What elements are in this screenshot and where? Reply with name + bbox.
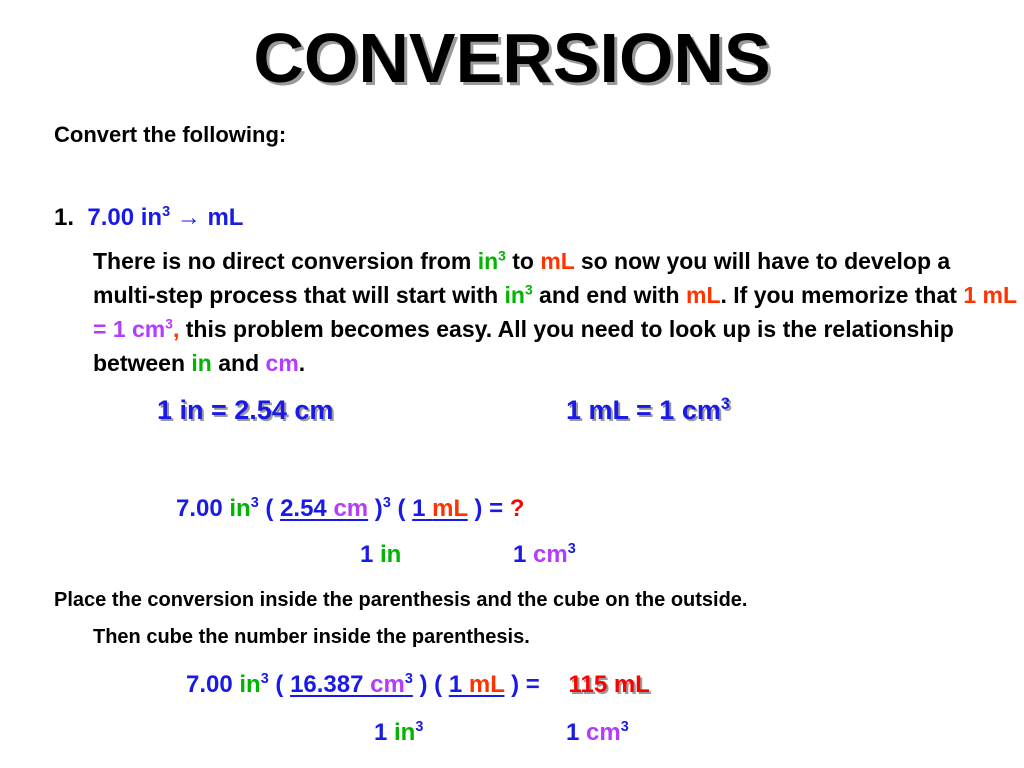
eq1-close2: ) = [467, 495, 510, 522]
eq2-denominator-2 [566, 719, 629, 747]
eq1-den1-unit: in [380, 541, 402, 568]
eq2-den1-num: 1 [374, 719, 395, 746]
problem-target: mL [207, 204, 244, 231]
intro-text: Convert the following: [54, 122, 287, 147]
eq1-den1-num: 1 [360, 541, 381, 568]
para-ml: mL [540, 248, 575, 274]
para-in3-b-exp: 3 [524, 282, 533, 298]
slide-title: CONVERSIONS [253, 19, 771, 97]
para-text-5: . If you memorize that [720, 282, 964, 308]
relation-ml-cm3 [566, 395, 730, 426]
eq1-start: 7.00 [176, 495, 230, 522]
problem-value-text: 7.00 in [87, 204, 163, 231]
eq2-close2: ) = [504, 671, 547, 698]
eq1-ml: mL [432, 495, 468, 522]
problem-number: 1. [54, 204, 75, 231]
eq2-numerator-1 [290, 671, 413, 698]
eq1-num2: 1 [412, 495, 433, 522]
eq2-ml: mL [468, 671, 505, 698]
equation-1 [176, 495, 524, 523]
eq1-open2: ( [390, 495, 413, 522]
para-one-cm-base: 1 cm [112, 316, 166, 342]
eq1-denominator-2 [513, 541, 576, 569]
eq2-den2-num: 1 [566, 719, 587, 746]
eq2-close: ) ( [412, 671, 449, 698]
problem-value [87, 204, 170, 231]
relation-right-exp: 3 [720, 395, 730, 413]
eq1-open: ( [258, 495, 281, 522]
explanation-paragraph [93, 244, 1018, 380]
para-in3-base: in [477, 248, 499, 274]
para-text-6: this problem becomes easy. All you need to look up is the relationship between [93, 316, 954, 376]
relation-in-cm: 1 in = 2.54 cm [157, 395, 334, 425]
eq2-open: ( [268, 671, 291, 698]
arrow-icon: → [176, 204, 201, 231]
para-text-7: and [211, 350, 266, 376]
eq1-question: ? [509, 495, 525, 522]
eq1-numerator-1 [280, 495, 368, 522]
eq2-numerator-2 [449, 671, 505, 698]
eq2-cm-exp: 3 [404, 671, 413, 687]
equation-2 [186, 671, 650, 699]
para-in3-b-base: in [504, 282, 525, 308]
para-cm: cm [265, 350, 299, 376]
eq2-in: in [239, 671, 261, 698]
instruction-1: Place the conversion inside the parenthesis and the cube on the outside. [54, 589, 748, 611]
eq1-in: in [229, 495, 251, 522]
para-one-cm [113, 316, 173, 342]
instruction-2: Then cube the number inside the parenthesis. [93, 626, 530, 648]
eq2-den2-exp: 3 [620, 719, 629, 735]
eq2-num1: 16.387 [290, 671, 371, 698]
para-in3-b [505, 282, 533, 308]
para-text-2: to [505, 248, 541, 274]
eq2-denominator-1 [374, 719, 423, 747]
eq1-num1: 2.54 [280, 495, 334, 522]
relation-right-base: 1 mL = 1 cm [566, 395, 721, 425]
eq2-den1-unit: in [394, 719, 416, 746]
eq2-cm: cm [370, 671, 405, 698]
problem-exp: 3 [162, 204, 171, 220]
eq2-start: 7.00 [186, 671, 240, 698]
eq2-den2-unit: cm [586, 719, 621, 746]
para-in3 [478, 248, 506, 274]
eq1-numerator-2 [412, 495, 468, 522]
eq1-denominator-1 [360, 541, 401, 569]
eq1-outer-exp: 3 [382, 495, 391, 511]
para-eq: = [93, 316, 113, 342]
para-ml-b: mL [686, 282, 721, 308]
eq1-den2-exp: 3 [567, 541, 576, 557]
eq1-close: ) [368, 495, 383, 522]
para-one-ml: 1 mL [963, 282, 1017, 308]
eq1-cm: cm [333, 495, 369, 522]
para-text-8: . [298, 350, 306, 376]
problem-statement [54, 204, 243, 232]
para-in: in [191, 350, 212, 376]
eq2-in-exp: 3 [260, 671, 269, 687]
eq2-den1-exp: 3 [415, 719, 424, 735]
para-text-1: There is no direct conversion from [93, 248, 478, 274]
eq2-answer: 115 mL [568, 671, 650, 698]
para-text-4: and end with [532, 282, 686, 308]
para-in3-exp: 3 [498, 248, 506, 264]
para-comma: , [172, 316, 180, 342]
para-text-3: so now you will have to develop a multi-step process that will start with [93, 248, 951, 308]
para-one-cm-exp: 3 [165, 316, 173, 332]
eq1-in-exp: 3 [250, 495, 259, 511]
eq1-den2-num: 1 [513, 541, 534, 568]
eq1-den2-unit: cm [533, 541, 568, 568]
eq2-num2: 1 [448, 671, 469, 698]
